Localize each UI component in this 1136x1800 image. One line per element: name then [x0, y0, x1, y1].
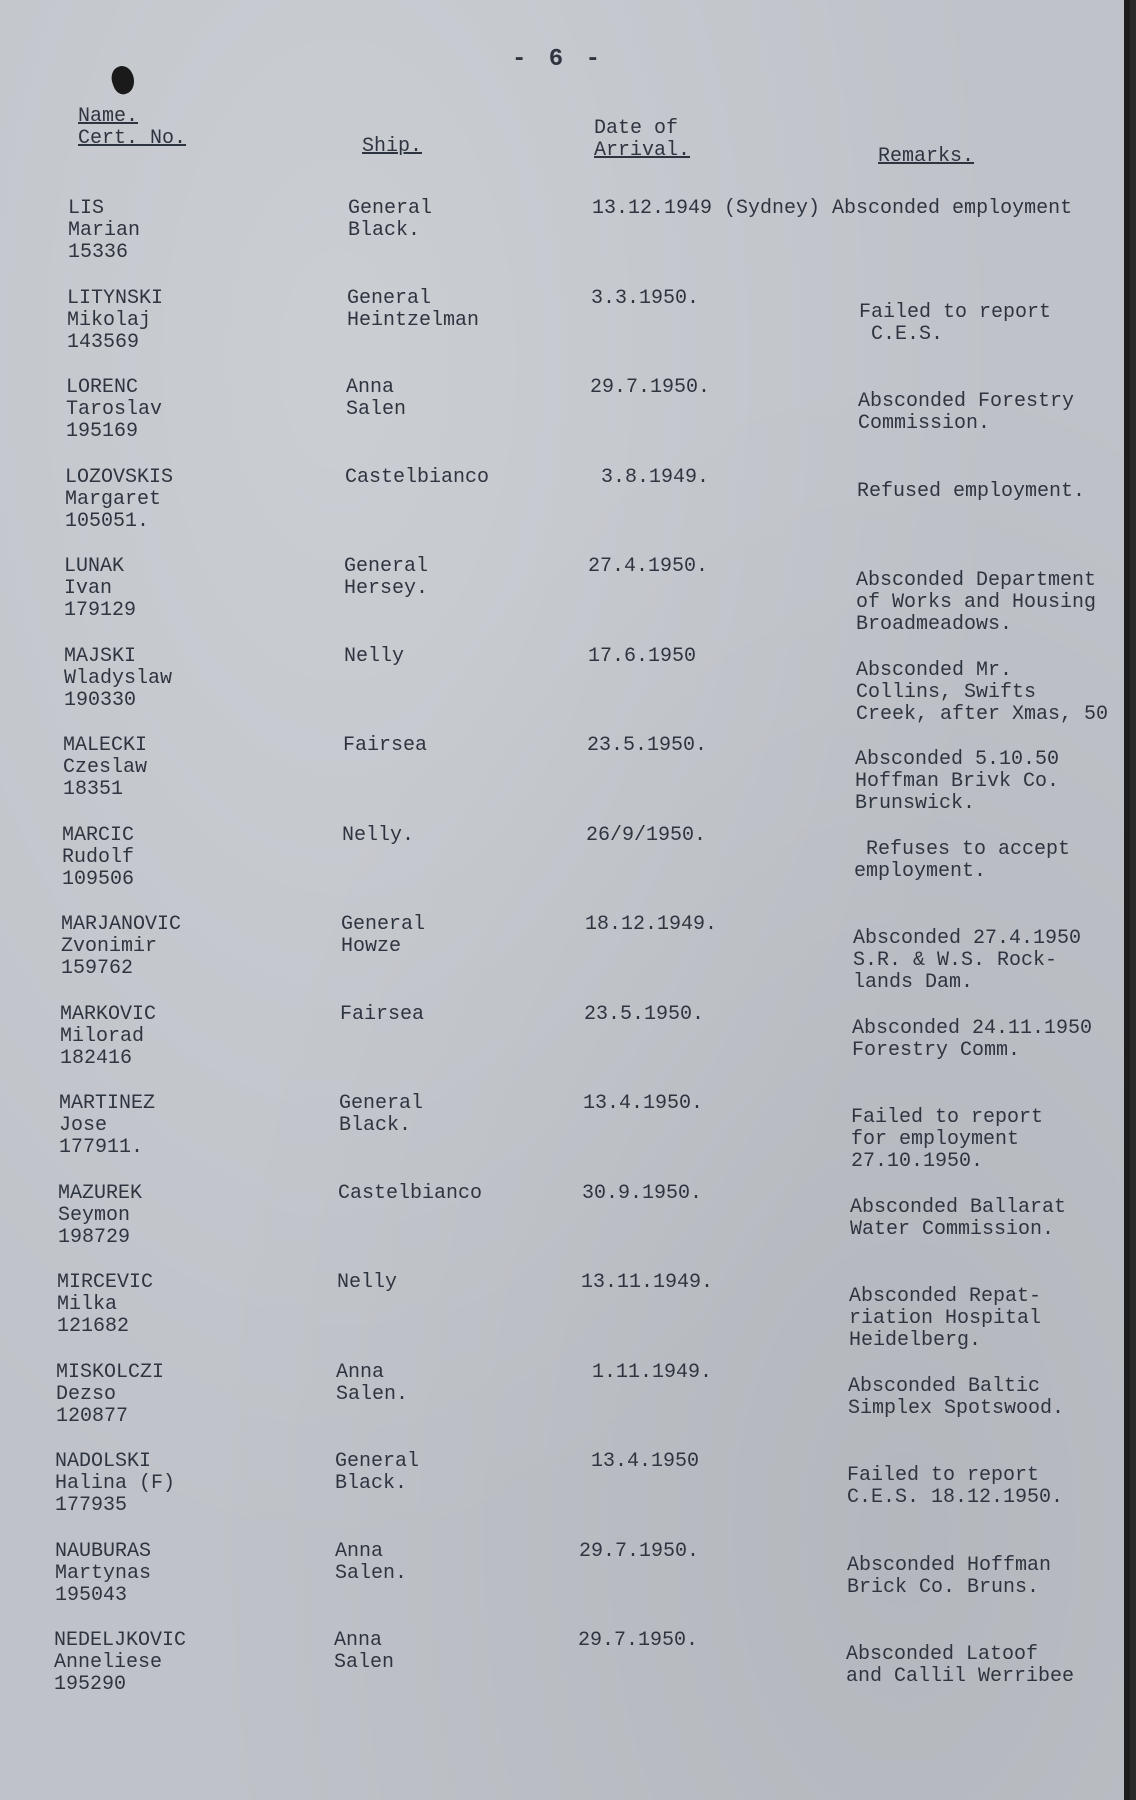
table-row: [0, 288, 1130, 376]
ship-line: Heintzelman: [347, 308, 480, 332]
arrival-date: 23.5.1950.: [584, 1002, 705, 1026]
table-row: [0, 198, 1130, 286]
cert-number: 109506: [62, 867, 135, 891]
table-row: [0, 467, 1130, 555]
ship-line: General: [335, 1450, 420, 1473]
remarks-line: for employment: [851, 1128, 1020, 1151]
remarks-line: Absconded 24.11.1950: [852, 1016, 1093, 1040]
arrival-date: 17.6.1950: [588, 644, 697, 668]
name-cell: [62, 825, 292, 891]
cert-number: 15336: [68, 241, 129, 264]
ship-cell: [343, 735, 543, 757]
name-cell: [56, 1362, 286, 1428]
ship-cell: [345, 467, 545, 489]
remarks-cell: [849, 1286, 1129, 1352]
arrival-date: 13.4.1950: [579, 1450, 700, 1473]
given-name: Taroslav: [66, 398, 163, 421]
remarks-line: Absconded 27.4.1950: [853, 927, 1082, 950]
ship-line: General: [347, 286, 432, 310]
ship-cell: [346, 377, 546, 421]
remarks-line: Brunswick.: [855, 792, 976, 815]
ship-line: Hersey.: [344, 577, 429, 600]
remarks-line: Broadmeadows.: [856, 613, 1013, 636]
name-cell: [57, 1272, 287, 1338]
remarks-line: Absconded Latoof: [846, 1643, 1039, 1666]
arrival-date: 3.8.1949.: [589, 465, 710, 489]
name-cell: [60, 1004, 290, 1070]
remarks-line: Failed to report: [847, 1464, 1040, 1487]
remarks-cell: [856, 570, 1130, 636]
table-row: [0, 735, 1130, 823]
surname: MARJANOVIC: [61, 913, 182, 936]
arrival-date: 13.12.1949 (Sydney) Absconded employment: [592, 197, 1073, 220]
cert-number: 177911.: [59, 1136, 144, 1159]
arrival-date: 3.3.1950.: [591, 286, 700, 310]
name-cell: [65, 467, 295, 533]
name-cell: [55, 1541, 285, 1607]
given-name: Halina (F): [55, 1472, 176, 1495]
ship-cell: [341, 914, 541, 958]
remarks-line: riation Hospital: [849, 1307, 1042, 1330]
ship-cell: [344, 646, 544, 668]
table-row: [0, 646, 1130, 734]
given-name: Milorad: [60, 1024, 145, 1048]
table-row: [0, 914, 1130, 1002]
name-cell: [54, 1630, 284, 1696]
remarks-line: Failed to report: [851, 1106, 1044, 1129]
given-name: Czeslaw: [63, 756, 148, 779]
ship-cell: [336, 1362, 536, 1406]
ship-cell: [340, 1004, 540, 1026]
given-name: Jose: [59, 1114, 108, 1137]
remarks-line: employment.: [854, 859, 987, 883]
given-name: Mikolaj: [67, 308, 152, 332]
arrival-date: 13.4.1950.: [583, 1092, 704, 1115]
surname: NEDELJKOVIC: [54, 1629, 187, 1652]
ship-line: Castelbianco: [338, 1181, 483, 1205]
remarks-cell: [850, 1197, 1130, 1241]
table-row: [0, 1630, 1130, 1718]
remarks-line: S.R. & W.S. Rock-: [853, 949, 1058, 972]
remarks-line: Absconded Forestry: [858, 390, 1075, 413]
remarks-line: Collins, Swifts: [856, 680, 1037, 704]
header-name-line1: Name.: [78, 105, 139, 128]
name-cell: [55, 1451, 285, 1517]
remarks-line: C.E.S. 18.12.1950.: [847, 1486, 1064, 1509]
table-row: [0, 377, 1130, 465]
ship-line: Black.: [339, 1114, 412, 1137]
name-cell: [67, 288, 297, 354]
remarks-line: Absconded Hoffman: [847, 1553, 1052, 1577]
remarks-cell: [856, 660, 1130, 726]
ship-cell: [339, 1093, 539, 1137]
remarks-cell: [848, 1376, 1128, 1420]
ship-cell: [335, 1451, 535, 1495]
surname: MAZUREK: [58, 1181, 143, 1205]
remarks-cell: [855, 749, 1130, 815]
given-name: Zvonimir: [61, 935, 158, 958]
given-name: Milka: [57, 1293, 118, 1316]
surname: MARTINEZ: [59, 1092, 156, 1115]
cert-number: 159762: [61, 957, 134, 980]
given-name: Wladyslaw: [64, 666, 173, 690]
cert-number: 18351: [63, 778, 124, 801]
given-name: Martynas: [55, 1561, 152, 1585]
ship-line: Nelly: [344, 644, 405, 668]
table-row: [0, 1093, 1130, 1181]
given-name: Marian: [68, 219, 141, 242]
name-cell: [64, 646, 294, 712]
table-row: [0, 1541, 1130, 1629]
ship-line: Salen: [346, 398, 407, 421]
ship-cell: [337, 1272, 537, 1294]
page-number: - 6 -: [512, 46, 605, 73]
name-cell: [66, 377, 296, 443]
header-remarks: Remarks.: [878, 145, 975, 168]
remarks-line: Absconded Ballarat: [850, 1195, 1067, 1219]
remarks-line: Forestry Comm.: [852, 1038, 1021, 1062]
remarks-cell: [859, 302, 1130, 346]
ship-cell: [344, 556, 544, 600]
cert-number: 143569: [67, 330, 140, 354]
remarks-line: Heidelberg.: [849, 1329, 982, 1352]
remarks-line: lands Dam.: [853, 971, 974, 994]
ship-cell: [347, 288, 547, 332]
remarks-line: Creek, after Xmas, 50: [856, 702, 1109, 726]
remarks-line: Refuses to accept: [854, 837, 1071, 861]
punch-hole: [108, 63, 138, 97]
arrival-date: 18.12.1949.: [585, 913, 718, 936]
surname: MARKOVIC: [60, 1002, 157, 1026]
remarks-line: Brick Co. Bruns.: [847, 1575, 1040, 1599]
given-name: Margaret: [65, 487, 162, 511]
ship-line: Fairsea: [340, 1002, 425, 1026]
header-date-line2: Arrival.: [594, 139, 691, 162]
arrival-date: 29.7.1950.: [579, 1539, 700, 1563]
arrival-date: 23.5.1950.: [587, 734, 708, 757]
name-cell: [59, 1093, 289, 1159]
remarks-line: Absconded 5.10.50: [855, 748, 1060, 771]
ship-line: General: [339, 1092, 424, 1115]
name-cell: [58, 1183, 288, 1249]
table-row: [0, 1004, 1130, 1092]
arrival-date: 29.7.1950.: [578, 1629, 699, 1652]
ship-line: Salen.: [336, 1382, 409, 1406]
ship-line: General: [348, 197, 433, 220]
ship-line: Anna: [335, 1539, 384, 1563]
surname: LORENC: [66, 376, 139, 399]
given-name: Dezso: [56, 1382, 117, 1406]
remarks-line: Absconded Mr.: [856, 658, 1013, 682]
arrival-date: 27.4.1950.: [588, 555, 709, 578]
name-cell: [63, 735, 293, 801]
ship-line: Fairsea: [343, 734, 428, 757]
cert-number: 177935: [55, 1494, 128, 1517]
surname: MAJSKI: [64, 644, 137, 668]
remarks-cell: [854, 839, 1130, 883]
remarks-line: Absconded Department: [856, 569, 1097, 592]
ship-line: Castelbianco: [345, 465, 490, 489]
cert-number: 195169: [66, 420, 139, 443]
remarks-line: C.E.S.: [859, 322, 944, 346]
table-row: [0, 556, 1130, 644]
ship-line: General: [344, 555, 429, 578]
cert-number: 179129: [64, 599, 137, 622]
remarks-line: Failed to report: [859, 300, 1052, 324]
arrival-date: 29.7.1950.: [590, 376, 711, 399]
cert-number: 121682: [57, 1315, 130, 1338]
cert-number: 105051.: [65, 509, 150, 533]
table-row: [0, 1362, 1130, 1450]
remarks-cell: [847, 1465, 1127, 1509]
arrival-date: 13.11.1949.: [581, 1271, 714, 1294]
ship-cell: [342, 825, 542, 847]
given-name: Anneliese: [54, 1651, 163, 1674]
ship-cell: [348, 198, 548, 242]
remarks-line: Hoffman Brivk Co.: [855, 770, 1060, 793]
cert-number: 198729: [58, 1225, 131, 1249]
arrival-date: 30.9.1950.: [582, 1181, 703, 1205]
remarks-line: Commission.: [858, 412, 991, 435]
ship-line: Nelly: [337, 1271, 398, 1294]
remarks-cell: [846, 1644, 1126, 1688]
cert-number: 195290: [54, 1673, 127, 1696]
ship-cell: [335, 1541, 535, 1585]
cert-number: 120877: [56, 1404, 129, 1428]
arrival-date: 1.11.1949.: [580, 1360, 713, 1384]
ship-cell: [334, 1630, 534, 1674]
remarks-line: 27.10.1950.: [851, 1150, 984, 1173]
surname: MISKOLCZI: [56, 1360, 165, 1384]
ship-line: Anna: [346, 376, 395, 399]
header-ship: Ship.: [362, 135, 423, 158]
table-row: [0, 825, 1130, 913]
ship-line: Anna: [334, 1629, 383, 1652]
remarks-cell: [858, 391, 1130, 435]
given-name: Rudolf: [62, 845, 135, 869]
ship-line: Black.: [348, 219, 421, 242]
ship-line: Black.: [335, 1472, 408, 1495]
surname: NAUBURAS: [55, 1539, 152, 1563]
header-date: [594, 118, 690, 162]
name-cell: [64, 556, 294, 622]
surname: NADOLSKI: [55, 1450, 152, 1473]
remarks-line: Refused employment.: [857, 479, 1086, 503]
header-date-line1: Date of: [594, 117, 679, 140]
remarks-cell: [857, 481, 1130, 503]
name-cell: [61, 914, 291, 980]
surname: MIRCEVIC: [57, 1271, 154, 1294]
table-row: [0, 1272, 1130, 1360]
header-name: [78, 106, 186, 150]
ship-line: Nelly.: [342, 823, 415, 847]
surname: LOZOVSKIS: [65, 465, 174, 489]
remarks-line: Water Commission.: [850, 1217, 1055, 1241]
remarks-line: Absconded Repat-: [849, 1285, 1042, 1308]
ship-line: Salen.: [335, 1561, 408, 1585]
ship-line: General: [341, 913, 426, 936]
given-name: Seymon: [58, 1203, 131, 1227]
table-row: [0, 1451, 1130, 1539]
cert-number: 182416: [60, 1046, 133, 1070]
name-cell: [68, 198, 298, 264]
surname: LIS: [68, 197, 105, 220]
given-name: Ivan: [64, 577, 113, 600]
ship-line: Anna: [336, 1360, 385, 1384]
remarks-line: Simplex Spotswood.: [848, 1396, 1065, 1420]
surname: MALECKI: [63, 734, 148, 757]
ship-line: Howze: [341, 935, 402, 958]
remarks-cell: [851, 1107, 1130, 1173]
remarks-line: Absconded Baltic: [848, 1374, 1041, 1398]
ship-cell: [338, 1183, 538, 1205]
cert-number: 195043: [55, 1583, 128, 1607]
ship-line: Salen: [334, 1651, 395, 1674]
surname: MARCIC: [62, 823, 135, 847]
remarks-line: and Callil Werribee: [846, 1665, 1075, 1688]
surname: LITYNSKI: [67, 286, 164, 310]
remarks-cell: [852, 1018, 1130, 1062]
remarks-line: of Works and Housing: [856, 591, 1097, 614]
surname: LUNAK: [64, 555, 125, 578]
remarks-cell: [853, 928, 1130, 994]
remarks-cell: [847, 1555, 1127, 1599]
table-row: [0, 1183, 1130, 1271]
arrival-date: 26/9/1950.: [586, 823, 707, 847]
header-name-line2: Cert. No.: [78, 127, 187, 150]
cert-number: 190330: [64, 688, 137, 712]
